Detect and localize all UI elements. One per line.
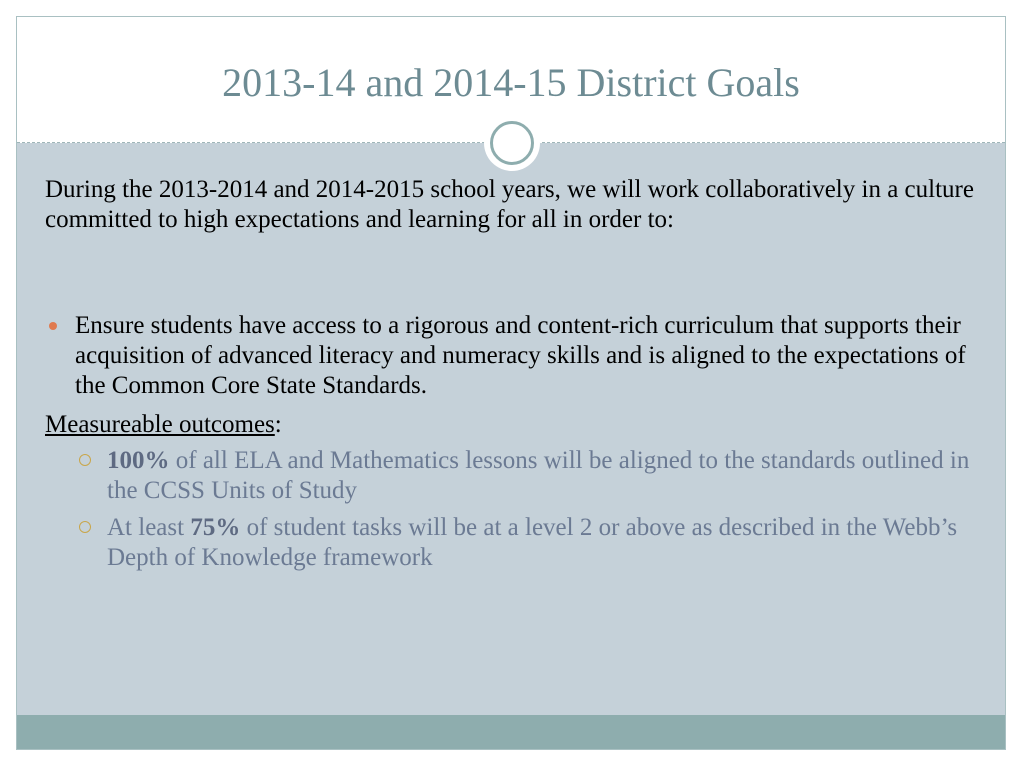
- outcome-item: [77, 446, 977, 506]
- goal-bullet: [45, 311, 995, 401]
- hollow-circle-bullet-icon: [79, 521, 91, 533]
- ring-ornament-icon: [484, 115, 540, 171]
- outcomes-colon: :: [274, 411, 282, 438]
- outcome-text: of all ELA and Mathematics lessons will be aligned to the standards outlined in the CCSS Units of Study: [107, 447, 970, 504]
- outcome-highlight: 100%: [107, 447, 170, 474]
- goal-bullet-text: Ensure students have access to a rigorous and content-rich curriculum that supports their acquisition of advanced literacy and numeracy skills and is aligned to the expectations of the Common Core State Standards.: [75, 312, 966, 399]
- outcome-highlight: 75%: [190, 514, 241, 541]
- outcomes-label: Measureable outcomes: [45, 411, 275, 438]
- inner-ring: [490, 121, 534, 165]
- outcome-text: of student tasks will be at a level 2 or above as described in the Webb’s Depth of Knowledge framework: [107, 514, 958, 571]
- slide-title: 2013-14 and 2014-15 District Goals: [222, 60, 800, 105]
- bullet-dot-icon: [49, 322, 57, 330]
- intro-paragraph: During the 2013-2014 and 2014-2015 school years, we will work collaboratively in a culture committed to high expectations and learning for all in order to:: [45, 176, 974, 233]
- footer-band: [17, 715, 1005, 750]
- outcome-item: [77, 513, 977, 573]
- slide: [16, 16, 1006, 750]
- outcomes-heading: [45, 410, 282, 440]
- hollow-circle-bullet-icon: [79, 454, 91, 466]
- outcome-prefix: At least: [107, 514, 191, 541]
